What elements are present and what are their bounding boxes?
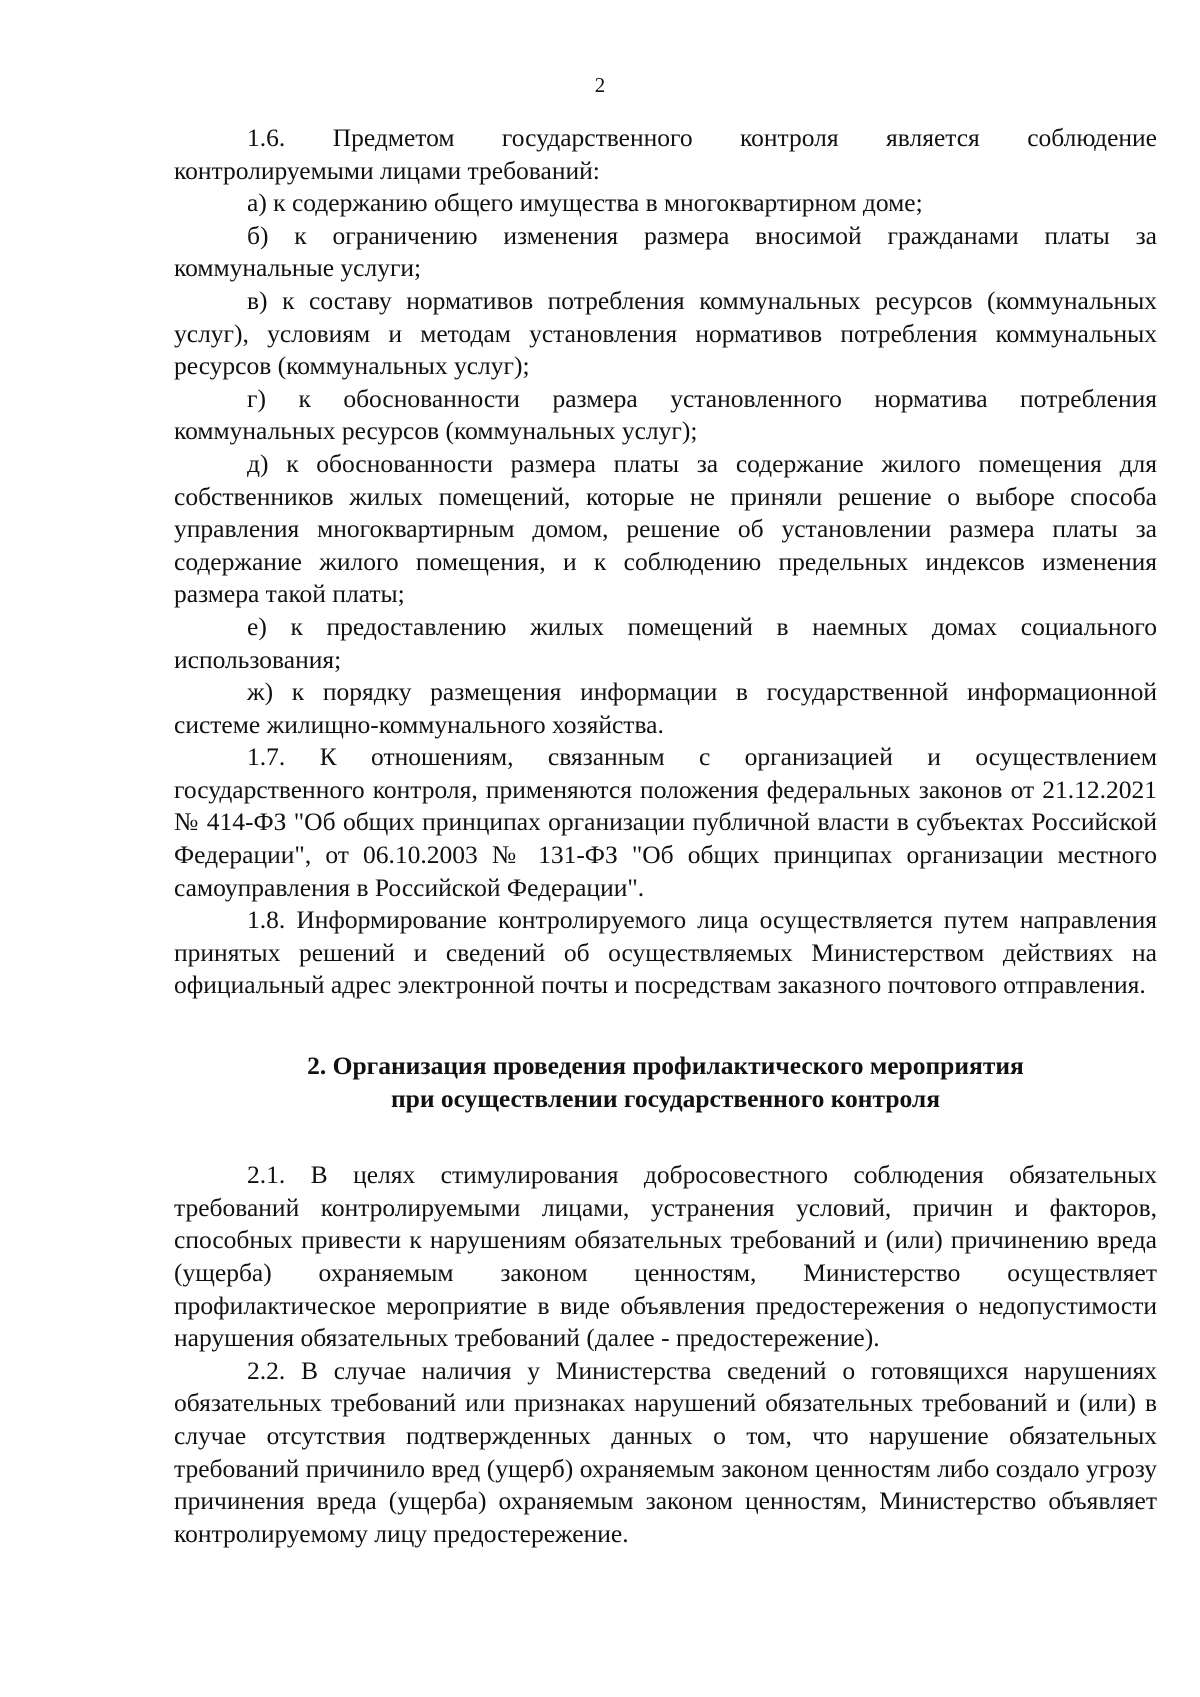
paragraph-2-2: 2.2. В случае наличия у Министерства сведений о готовящихся нарушениях обязательных требований или признаках нарушений обязательных требований и (или) в случае отсутствия подтвержденных данных о том, что нарушение обязательных требований причинило вред (ущерб) охраняемым законом ценностям либо создало угрозу причинения вреда (ущерба) охраняемым законом ценностям, Министерство объявляет контролируемому лицу предостережение. <box>174 1355 1157 1548</box>
document-body <box>174 122 1157 1550</box>
section-heading-line-2: при осуществлении государственного контроля <box>390 1083 941 1113</box>
paragraph-1-7: 1.7. К отношениям, связанным с организацией и осуществлением государственного контроля, применяются положения федеральных законов от 21.12.2021 № 414-ФЗ "Об общих принципах организации публичной власти в субъектах Российской Федерации", от 06.10.2003 № 131-ФЗ "Об общих принципах организации местного самоуправления в Российской Федерации". <box>174 742 1157 902</box>
list-item-d: д) к обоснованности размера платы за содержание жилого помещения для собственников жилых помещений, которые не приняли решение о выборе способа управления многоквартирным домом, решение об установлении размера платы за содержание жилого помещения, и к соблюдению предельных индексов изменения размера такой платы; <box>174 448 1157 609</box>
section-2-heading <box>174 1050 1157 1115</box>
paragraph-2-1: 2.1. В целях стимулирования добросовестного соблюдения обязательных требований контролируемыми лицами, устранения условий, причин и факторов, способных привести к нарушениям обязательных требований и (или) причинению вреда (ущерба) охраняемым законом ценностям, Министерство осуществляет профилактическое мероприятие в виде объявления предостережения о недопустимости нарушения обязательных требований (далее - предостережение). <box>174 1160 1157 1353</box>
list-item-a: а) к содержанию общего имущества в многоквартирном доме; <box>247 188 923 218</box>
paragraph-1-8: 1.8. Информирование контролируемого лица осуществляется путем направления принятых решений и сведений об осуществляемых Министерством действиях на официальный адрес электронной почты и посредствам заказного почтового отправления. <box>174 905 1157 1000</box>
list-item-v: в) к составу нормативов потребления коммунальных ресурсов (коммунальных услуг), условиям и методам установления нормативов потребления коммунальных ресурсов (коммунальных услуг); <box>174 285 1157 381</box>
list-item-g: г) к обоснованности размера установленного норматива потребления коммунальных ресурсов (коммунальных услуг); <box>174 383 1157 446</box>
list-item-b: б) к ограничению изменения размера вносимой гражданами платы за коммунальные услуги; <box>174 220 1157 283</box>
list-item-zh: ж) к порядку размещения информации в государственной информационной системе жилищно-коммунального хозяйства. <box>174 677 1157 739</box>
list-item-e: е) к предоставлению жилых помещений в наемных домах социального использования; <box>174 611 1157 674</box>
page-number: 2 <box>594 73 606 97</box>
paragraph-1-6: 1.6. Предметом государственного контроля является соблюдение контролируемыми лицами требований: <box>174 123 1157 185</box>
section-heading-line-1: 2. Организация проведения профилактического мероприятия <box>307 1051 1024 1081</box>
